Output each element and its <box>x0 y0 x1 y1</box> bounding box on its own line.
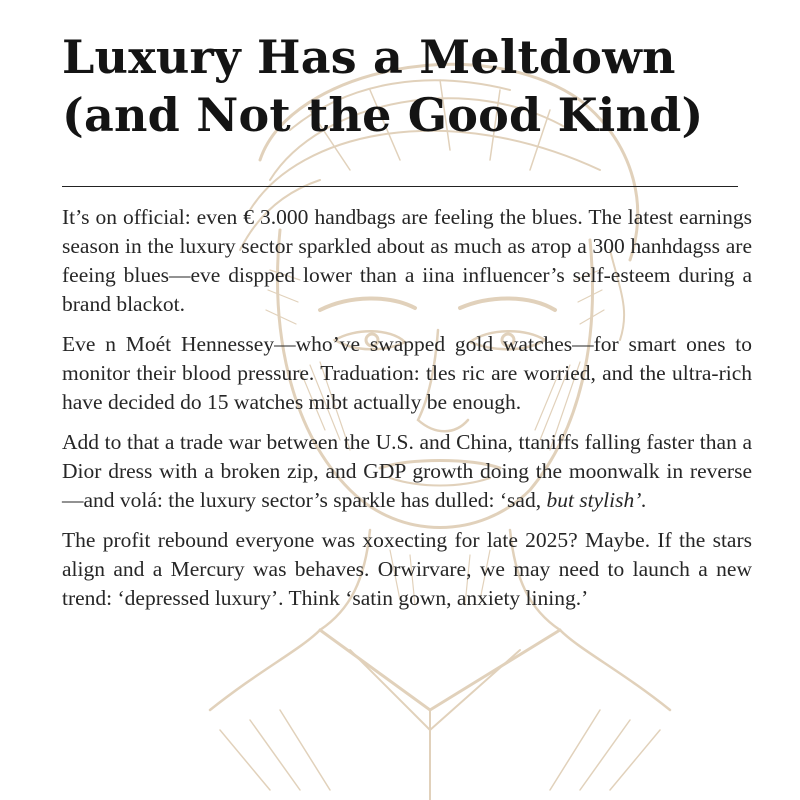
title-line-2: (and Not the Good Kind) <box>62 88 704 142</box>
paragraph-3-quote-italic: but stylish’. <box>546 488 647 512</box>
paragraph-3-text: Add to that a trade war between the U.S. and China, ttaniffs falling faster than a Dior dress with a broken zip, and GDP growth doing the moonwalk in reverse—and volá: the luxury sector’s sparkle has dulled: <box>62 430 752 512</box>
paragraph-3-quote: ‘sad, <box>499 488 547 512</box>
title-line-1: Luxury Has a Meltdown <box>62 30 676 84</box>
paragraph-3 <box>62 428 752 515</box>
paragraph-4: The profit rebound everyone was xoxecting for late 2025? Maybe. If the stars align and a Mercury was behaves. Orwirvare, we may need to launch a new trend: ‘depressed luxury’. Think ‘satin gown, anxiety lining.’ <box>62 528 752 610</box>
article-body <box>62 203 752 624</box>
title-divider <box>62 186 738 187</box>
paragraph-2: Eve n Moét Hennessey—who’ve swapped gold watches—for smart ones to monitor their blood pressure. Traduation: tles ric are worried, and the ultra-rich have decided do 15 watches mibt actually be enough. <box>62 332 752 414</box>
article-title <box>62 28 762 144</box>
paragraph-1: It’s on official: even € 3.000 handbags are feeling the blues. The latest earnings season in the luxury sector sparkled about as much as aтop a 300 hanhdagss are feeing blues—eve dispped lower than a iina influencer’s self-esteem during a brand blackot. <box>62 205 752 316</box>
